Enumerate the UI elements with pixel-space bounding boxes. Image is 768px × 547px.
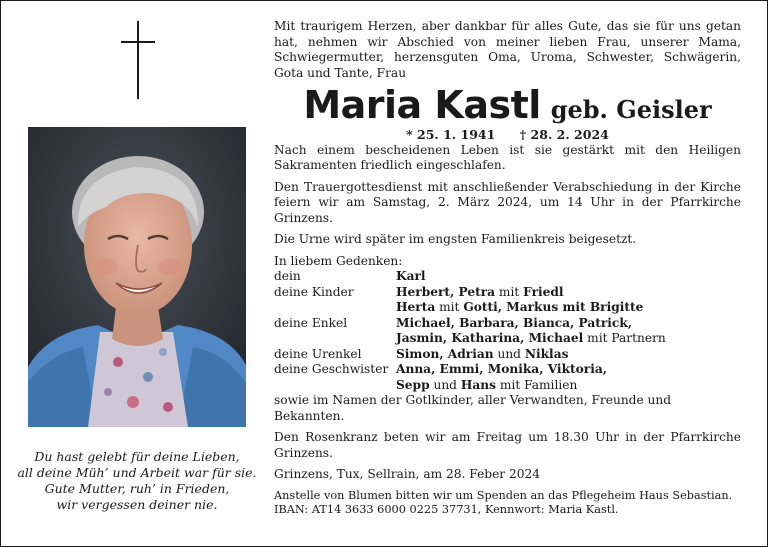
- poem-line: all deine Müh’ und Arbeit war für sie.: [17, 465, 257, 480]
- family-member-name: Herbert, Petra: [396, 284, 496, 299]
- poem-line: wir vergessen deiner nie.: [56, 497, 218, 512]
- family-connector: mit: [435, 300, 464, 314]
- family-members: [396, 331, 741, 347]
- notice-text-column: [274, 19, 741, 517]
- family-member-name: Friedl: [523, 284, 564, 299]
- family-member-name: Karl: [396, 269, 426, 283]
- family-row: [274, 316, 741, 332]
- family-connector: und: [493, 346, 525, 361]
- family-row: [274, 331, 741, 347]
- family-member-name: Niklas: [524, 346, 569, 361]
- family-member-name: Simon, Adrian: [396, 346, 494, 361]
- family-row: [274, 378, 741, 394]
- family-row: [274, 347, 741, 363]
- donation-line: Anstelle von Blumen bitten wir um Spenden an das Pflegeheim Haus Sebastian.: [274, 488, 733, 502]
- death-date: † 28. 2. 2024: [519, 127, 609, 142]
- place-date: Grinzens, Tux, Sellrain, am 28. Feber 2024: [274, 467, 541, 481]
- family-relation-label: deine Urenkel: [274, 346, 362, 361]
- memory-heading: In liebem Gedenken:: [274, 253, 403, 268]
- maiden-name: geb. Geisler: [550, 95, 712, 124]
- family-connector: mit Familien: [496, 377, 578, 392]
- family-row: [274, 285, 741, 301]
- family-member-name: Jasmin, Katharina, Michael: [396, 331, 584, 345]
- family-connector: und: [429, 377, 461, 392]
- intro-text: Mit traurigem Herzen, aber dankbar für alles Gute, das sie für uns getan hat, nehmen wir Abschied von meiner lieben Frau, unserer Mama, Schwiegermutter, herzensguten Oma, Uroma, Schwester, Schwägerin, Gota und Tante, Frau: [274, 19, 741, 80]
- family-members: [396, 347, 741, 363]
- family-row: [274, 269, 741, 285]
- family-member-name: Gotti, Markus mit Brigitte: [463, 300, 644, 314]
- donation-text: [274, 489, 741, 517]
- family-members: [396, 285, 741, 301]
- passing-text: Nach einem bescheidenen Leben ist sie gestärkt mit den Heiligen Sakramenten friedlich eingeschlafen.: [274, 142, 741, 172]
- family-relation-label: deine Enkel: [274, 315, 348, 330]
- family-member-name: Herta: [396, 300, 436, 314]
- family-members: [396, 316, 741, 332]
- urn-text: Die Urne wird später im engsten Familienkreis beigesetzt.: [274, 232, 637, 246]
- family-members: [396, 269, 741, 285]
- deceased-name-line: [274, 83, 741, 127]
- family-connector: mit Partnern: [583, 331, 666, 345]
- iban-line: IBAN: AT14 3633 6000 0225 37731, Kennwort: Maria Kastl.: [274, 502, 619, 516]
- rosary-text: Den Rosenkranz beten wir am Freitag um 18.30 Uhr in der Pfarrkirche Grinzens.: [274, 430, 741, 460]
- family-members: [396, 362, 741, 378]
- memorial-poem: [13, 449, 261, 513]
- family-member-name: Michael, Barbara, Bianca, Patrick,: [396, 315, 633, 330]
- family-relation-label: [274, 331, 396, 347]
- portrait-illustration: [28, 127, 246, 427]
- family-members: [396, 378, 741, 394]
- cross-icon-bar: [121, 41, 155, 43]
- family-list: [274, 269, 741, 393]
- behalf-text: sowie im Namen der Gotlkinder, aller Verwandten, Freunde und Bekannten.: [274, 393, 672, 423]
- family-members: [396, 300, 741, 316]
- birth-date: * 25. 1. 1941: [406, 127, 496, 142]
- family-row: [274, 300, 741, 316]
- family-member-name: Anna, Emmi, Monika, Viktoria,: [396, 362, 607, 376]
- family-member-name: Hans: [460, 377, 496, 392]
- deceased-name: Maria Kastl: [303, 83, 541, 127]
- portrait-photo: [28, 127, 246, 427]
- family-member-name: Sepp: [396, 377, 430, 392]
- life-dates: [274, 127, 741, 143]
- family-relation-label: deine Geschwister: [274, 362, 389, 376]
- family-relation-label: dein: [274, 269, 301, 283]
- family-connector: mit: [495, 284, 524, 299]
- poem-line: Gute Mutter, ruh’ in Frieden,: [44, 481, 230, 496]
- family-relation-label: [274, 378, 396, 394]
- cross-icon: [137, 21, 139, 99]
- service-text: Den Trauergottesdienst mit anschließender Verabschiedung in der Kirche feiern wir am Samstag, 2. März 2024, um 14 Uhr in der Pfarrkirche Grinzens.: [274, 179, 741, 225]
- family-relation-label: deine Kinder: [274, 284, 354, 299]
- poem-line: Du hast gelebt für deine Lieben,: [34, 449, 240, 464]
- family-row: [274, 362, 741, 378]
- family-relation-label: [274, 300, 396, 316]
